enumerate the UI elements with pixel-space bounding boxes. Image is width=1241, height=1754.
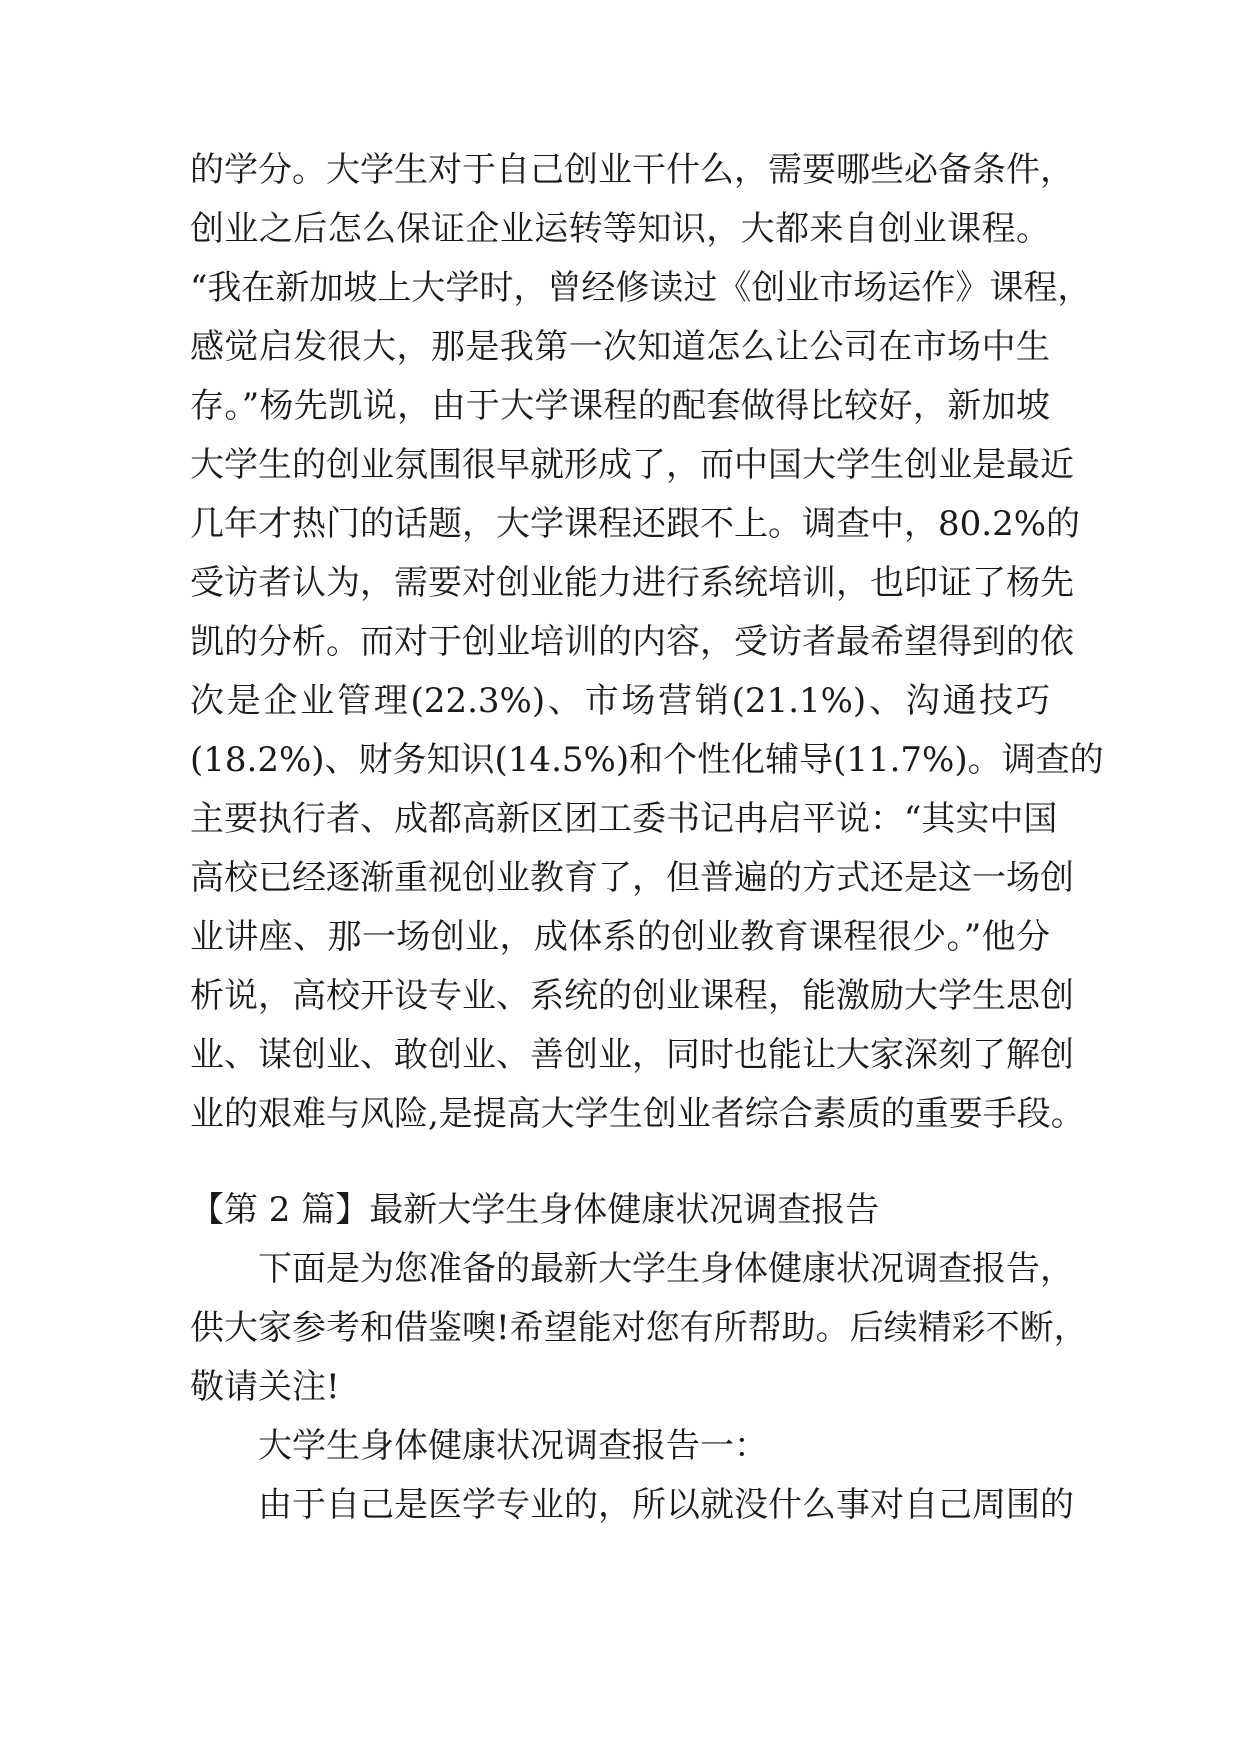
section-heading: 【第 2 篇】最新大学生身体健康状况调查报告 xyxy=(190,1190,880,1230)
paragraph-line: 的学分。大学生对于自己创业干什么，需要哪些必备条件， xyxy=(190,150,1074,190)
paragraph-line: 大学生的创业氛围很早就形成了，而中国大学生创业是最近 xyxy=(190,445,1074,485)
paragraph-line: 次是企业管理(22.3%)、市场营销(21.1%)、沟通技巧 xyxy=(190,681,1050,721)
paragraph-line: 主要执行者、成都高新区团工委书记冉启平说：“其实中国 xyxy=(190,799,1058,839)
paragraph-line: 业讲座、那一场创业，成体系的创业教育课程很少。”他分 xyxy=(190,917,1050,957)
paragraph-line: 几年才热门的话题，大学课程还跟不上。调查中，80.2%的 xyxy=(190,504,1081,544)
paragraph-line: (18.2%)、财务知识(14.5%)和个性化辅导(11.7%)。调查的 xyxy=(190,740,1104,780)
paragraph-line: 存。”杨先凯说，由于大学课程的配套做得比较好，新加坡 xyxy=(190,386,1050,426)
paragraph-line: 析说，高校开设专业、系统的创业课程，能激励大学生思创 xyxy=(190,976,1074,1016)
intro-line: 供大家参考和借鉴噢!希望能对您有所帮助。后续精彩不断， xyxy=(190,1308,1088,1348)
paragraph-line: 业的艰难与风险,是提高大学生创业者综合素质的重要手段。 xyxy=(190,1094,1085,1134)
intro-line: 下面是为您准备的最新大学生身体健康状况调查报告， xyxy=(258,1249,1074,1289)
intro-line: 敬请关注! xyxy=(190,1367,340,1407)
paragraph-line: 业、谋创业、敢创业、善创业，同时也能让大家深刻了解创 xyxy=(190,1035,1074,1075)
paragraph-line: 高校已经逐渐重视创业教育了，但普遍的方式还是这一场创 xyxy=(190,858,1074,898)
report-subheading: 大学生身体健康状况调查报告一： xyxy=(258,1426,768,1466)
paragraph-line: 感觉启发很大，那是我第一次知道怎么让公司在市场中生 xyxy=(190,327,1050,367)
body-paragraph-start: 由于自己是医学专业的，所以就没什么事对自己周围的 xyxy=(258,1485,1074,1525)
paragraph-line: “我在新加坡上大学时，曾经修读过《创业市场运作》课程， xyxy=(190,268,1092,308)
paragraph-line: 凯的分析。而对于创业培训的内容，受访者最希望得到的依 xyxy=(190,622,1074,662)
paragraph-line: 受访者认为，需要对创业能力进行系统培训，也印证了杨先 xyxy=(190,563,1074,603)
paragraph-line: 创业之后怎么保证企业运转等知识，大都来自创业课程。 xyxy=(190,209,1050,249)
